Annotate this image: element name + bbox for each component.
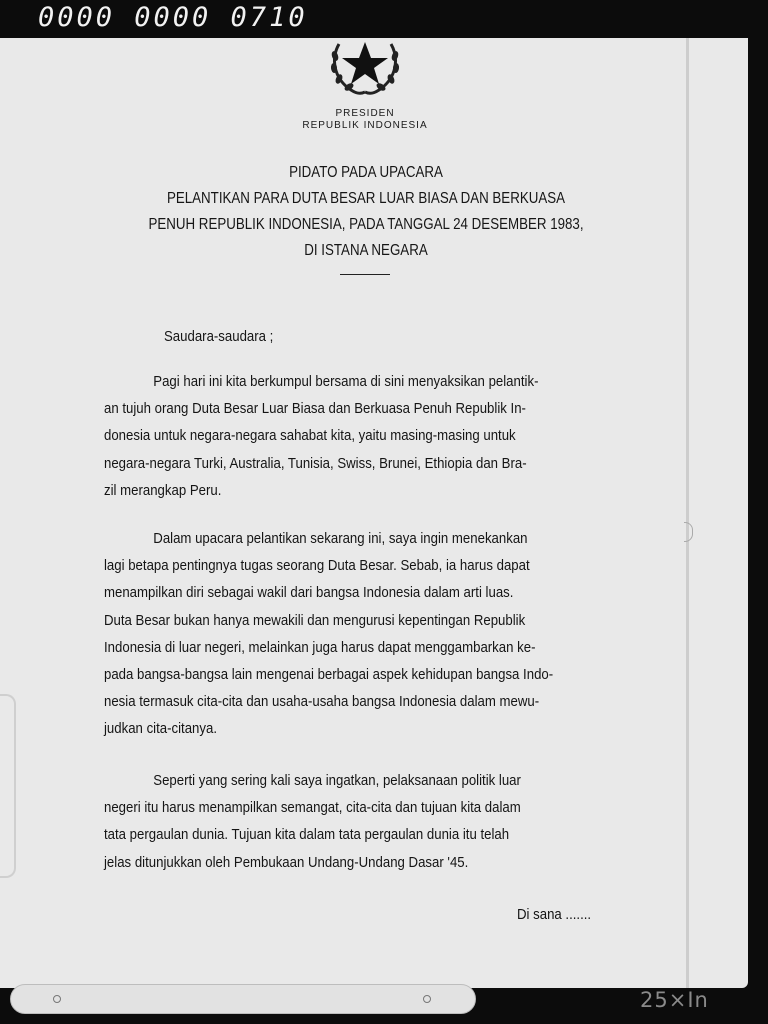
text-line: tata pergaulan dunia. Tujuan kita dalam tata pergaulan dunia itu telah	[104, 826, 510, 844]
letterhead-title: PRESIDEN	[335, 108, 395, 119]
text-line: Pagi hari ini kita berkumpul bersama di sini menyaksikan pelantik-	[153, 373, 539, 390]
page-fold-edge	[686, 38, 689, 988]
bar-hole	[53, 995, 61, 1003]
reduction-mark: 25×In	[640, 988, 709, 1012]
text-line: judkan cita-citanya.	[104, 720, 217, 738]
salutation: Saudara-saudara ;	[164, 328, 274, 345]
film-frame-code: 0000 0000 0710	[38, 2, 308, 33]
text-line: nesia termasuk cita-cita dan usaha-usaha bangsa Indonesia dalam mewu-	[104, 693, 540, 711]
page-scroll-bar	[10, 984, 476, 1014]
text-line: jelas ditunjukkan oleh Pembukaan Undang-Undang Dasar '45.	[104, 853, 469, 871]
text-line: pada bangsa-bangsa lain mengenai berbagai aspek kehidupan bangsa Indo-	[104, 666, 554, 684]
text-line: donesia untuk negara-negara sahabat kita, yaitu masing-masing untuk	[104, 427, 516, 445]
star-wreath-icon	[321, 36, 409, 98]
continuation-catchword: Di sana .......	[517, 906, 592, 923]
text-line: menampilkan diri sebagai wakil dari bangsa Indonesia dalam arti luas.	[104, 584, 514, 602]
text-line: negara-negara Turki, Australia, Tunisia, Swiss, Brunei, Ethiopia dan Bra-	[104, 454, 527, 472]
title-line: PELANTIKAN PARA DUTA BESAR LUAR BIASA DAN BERKUASA	[166, 190, 566, 207]
letterhead-subtitle: REPUBLIK INDONESIA	[302, 120, 428, 131]
binder-clip	[0, 694, 16, 878]
paragraph-1	[104, 368, 625, 504]
text-line: Dalam upacara pelantikan sekarang ini, saya ingin menekankan	[153, 530, 528, 547]
title-line: PIDATO PADA UPACARA	[289, 164, 443, 181]
title-underline	[340, 274, 390, 275]
text-line: lagi betapa pentingnya tugas seorang Duta Besar. Sebab, ia harus dapat	[104, 557, 530, 575]
paragraph-2	[104, 525, 625, 743]
title-line: PENUH REPUBLIK INDONESIA, PADA TANGGAL 24 DESEMBER 1983,	[148, 216, 584, 233]
text-line: Seperti yang sering kali saya ingatkan, pelaksanaan politik luar	[153, 772, 521, 789]
text-line: zil merangkap Peru.	[104, 481, 222, 499]
text-line: negeri itu harus menampilkan semangat, cita-cita dan tujuan kita dalam	[104, 799, 521, 817]
paragraph-3	[104, 767, 625, 876]
text-line: Duta Besar bukan hanya mewakili dan mengurusi kepentingan Republik	[104, 611, 526, 629]
text-line: an tujuh orang Duta Besar Luar Biasa dan Berkuasa Penuh Republik In-	[104, 400, 526, 418]
speech-title	[137, 160, 595, 264]
text-line: Indonesia di luar negeri, melainkan juga harus dapat menggambarkan ke-	[104, 638, 536, 656]
bar-hole	[423, 995, 431, 1003]
title-line: DI ISTANA NEGARA	[304, 242, 428, 259]
letterhead	[265, 108, 465, 132]
